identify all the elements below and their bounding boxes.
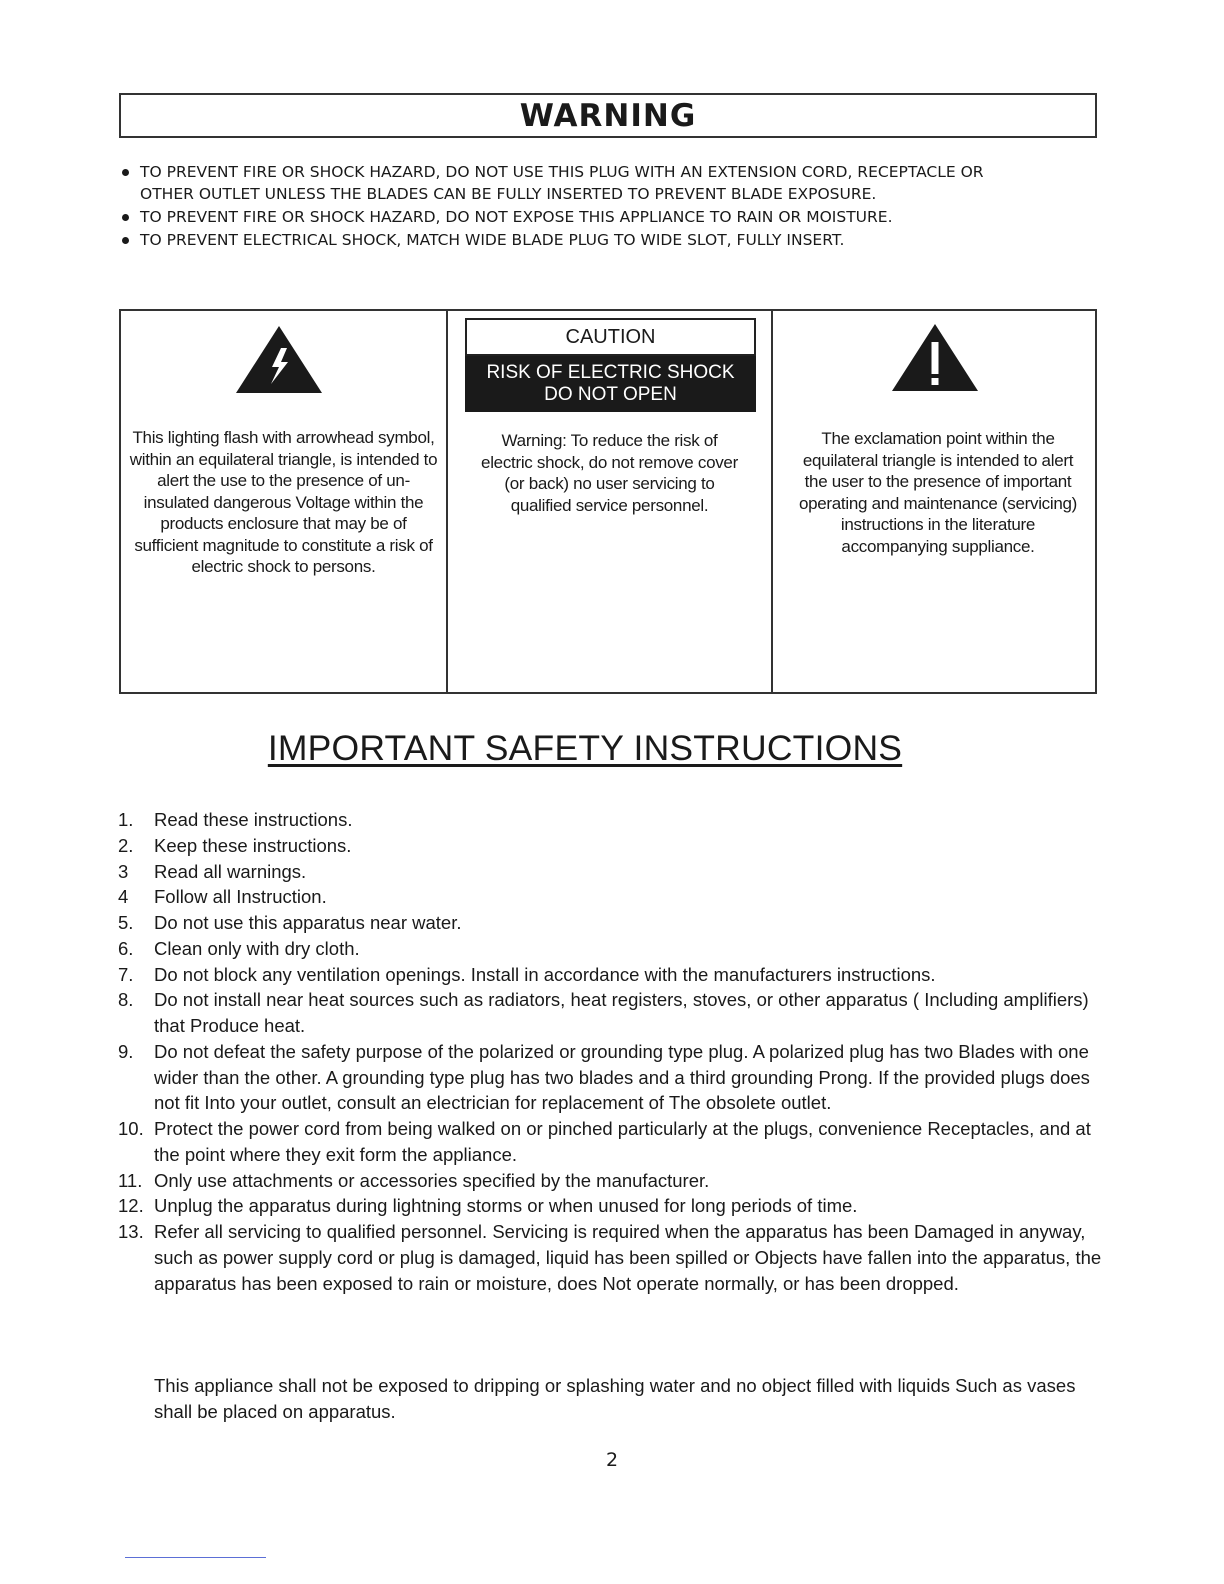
warning-item-text: TO PREVENT FIRE OR SHOCK HAZARD, DO NOT USE THIS PLUG WITH AN EXTENSION CORD, RECEPTACLE OR OTHER OUTLET UNLESS THE BLADES CAN BE FULLY INSERTED TO PREVENT BLADE EXPOSURE. xyxy=(140,163,984,203)
exclamation-triangle-icon xyxy=(892,324,978,391)
instruction-item xyxy=(118,962,1108,988)
instructions-list xyxy=(118,807,1108,1296)
instruction-number: 8. xyxy=(118,989,134,1011)
instruction-text: Follow all Instruction. xyxy=(154,886,327,908)
instruction-number: 11. xyxy=(118,1169,143,1191)
instruction-text: Do not install near heat sources such as radiators, heat registers, stoves, or other apparatus ( Including amplifiers) that Produce heat. xyxy=(154,989,1089,1036)
caution-cell xyxy=(446,311,771,692)
page-number: 2 xyxy=(605,1449,619,1471)
warning-item xyxy=(120,230,1020,252)
instruction-number: 6. xyxy=(118,937,134,959)
instruction-text: Clean only with dry cloth. xyxy=(154,937,360,959)
instruction-number: 13. xyxy=(118,1221,144,1242)
instruction-text: Only use attachments or accessories specified by the manufacturer. xyxy=(154,1169,710,1191)
instruction-text: Read these instructions. xyxy=(154,809,353,830)
caution-description: Warning: To reduce the risk of electric shock, do not remove cover (or back) no user servicing to qualified service personnel. xyxy=(481,431,738,515)
exclamation-description: The exclamation point within the equilateral triangle is intended to alert the user to the presence of important operating and maintenance (servicing) instructions in the literature accompanying suppliance. xyxy=(798,429,1078,556)
warning-title: WARNING xyxy=(519,97,697,134)
exclamation-symbol-cell xyxy=(771,311,1095,692)
instruction-item xyxy=(118,1193,1108,1219)
instruction-number: 7. xyxy=(118,963,134,985)
instruction-text: Do not use this apparatus near water. xyxy=(154,912,462,933)
instruction-text: Do not defeat the safety purpose of the polarized or grounding type plug. A polarized plug has two Blades with one wider than the other. A grounding type plug has two blades and a third grounding Prong. If the provided plugs does not fit Into your outlet, consult an electrician for replacement of The obsolete outlet. xyxy=(154,1040,1090,1114)
instruction-item xyxy=(118,936,1108,962)
instruction-item xyxy=(118,833,1108,859)
instruction-item xyxy=(118,1168,1108,1194)
instruction-item xyxy=(118,1039,1108,1116)
warning-item-text: TO PREVENT FIRE OR SHOCK HAZARD, DO NOT EXPOSE THIS APPLIANCE TO RAIN OR MOISTURE. xyxy=(140,207,893,226)
instruction-number: 9. xyxy=(118,1040,134,1062)
warning-header xyxy=(119,93,1097,138)
instruction-item xyxy=(118,884,1108,910)
instruction-text: Keep these instructions. xyxy=(154,834,352,856)
instruction-text: Read all warnings. xyxy=(154,860,307,882)
instruction-item xyxy=(118,1116,1108,1168)
lightning-symbol-cell xyxy=(121,311,446,692)
instruction-item xyxy=(118,1219,1108,1296)
warning-list xyxy=(120,162,1020,253)
instruction-item xyxy=(118,807,1108,833)
instruction-number: 12. xyxy=(118,1195,144,1217)
instruction-item xyxy=(118,859,1108,885)
footer-rule xyxy=(125,1557,266,1558)
caution-label: CAUTION xyxy=(465,318,756,356)
warning-item xyxy=(120,162,1020,205)
instruction-number: 1. xyxy=(118,809,134,830)
bullet-icon xyxy=(122,169,129,176)
instruction-text: Protect the power cord from being walked on or pinched particularly at the plugs, convenience Receptacles, and at the point where they exit form the appliance. xyxy=(154,1118,1091,1165)
instruction-number: 4 xyxy=(118,886,129,908)
closing-note: This appliance shall not be exposed to dripping or splashing water and no object filled with liquids Such as vases shall be placed on apparatus. xyxy=(154,1375,1076,1422)
instruction-text: Unplug the apparatus during lightning storms or when unused for long periods of time. xyxy=(154,1195,858,1217)
instruction-item xyxy=(118,910,1108,936)
warning-item xyxy=(120,207,1020,229)
instruction-number: 2. xyxy=(118,834,134,856)
caution-banner-line2: DO NOT OPEN xyxy=(544,384,677,405)
instruction-number: 3 xyxy=(118,860,129,882)
instruction-number: 5. xyxy=(118,912,134,933)
bullet-icon xyxy=(122,237,129,244)
instruction-text: Do not block any ventilation openings. Install in accordance with the manufacturers instructions. xyxy=(154,963,936,985)
safety-title: IMPORTANT SAFETY INSTRUCTIONS xyxy=(267,728,903,768)
lightning-triangle-icon xyxy=(236,326,322,393)
caution-banner-line1: RISK OF ELECTRIC SHOCK xyxy=(486,362,735,383)
warning-item-text: TO PREVENT ELECTRICAL SHOCK, MATCH WIDE BLADE PLUG TO WIDE SLOT, FULLY INSERT. xyxy=(140,230,845,249)
instruction-text: Refer all servicing to qualified personnel. Servicing is required when the apparatus has been Damaged in anyway, such as power supply cord or plug is damaged, liquid has been spilled or Objects have fallen into the apparatus, the apparatus has been exposed to rain or moisture, does Not operate normally, or has been dropped. xyxy=(154,1221,1102,1294)
symbol-table xyxy=(119,309,1097,694)
caution-banner xyxy=(465,356,756,412)
instruction-number: 10. xyxy=(118,1118,144,1139)
bullet-icon xyxy=(122,214,129,221)
lightning-description: This lighting flash with arrowhead symbol, within an equilateral triangle, is intended to alert the use to the presence of un-insulated dangerous Voltage within the products enclosure that may be of sufficient magnitude to constitute a risk of electric shock to persons. xyxy=(129,428,438,576)
instruction-item xyxy=(118,987,1108,1039)
